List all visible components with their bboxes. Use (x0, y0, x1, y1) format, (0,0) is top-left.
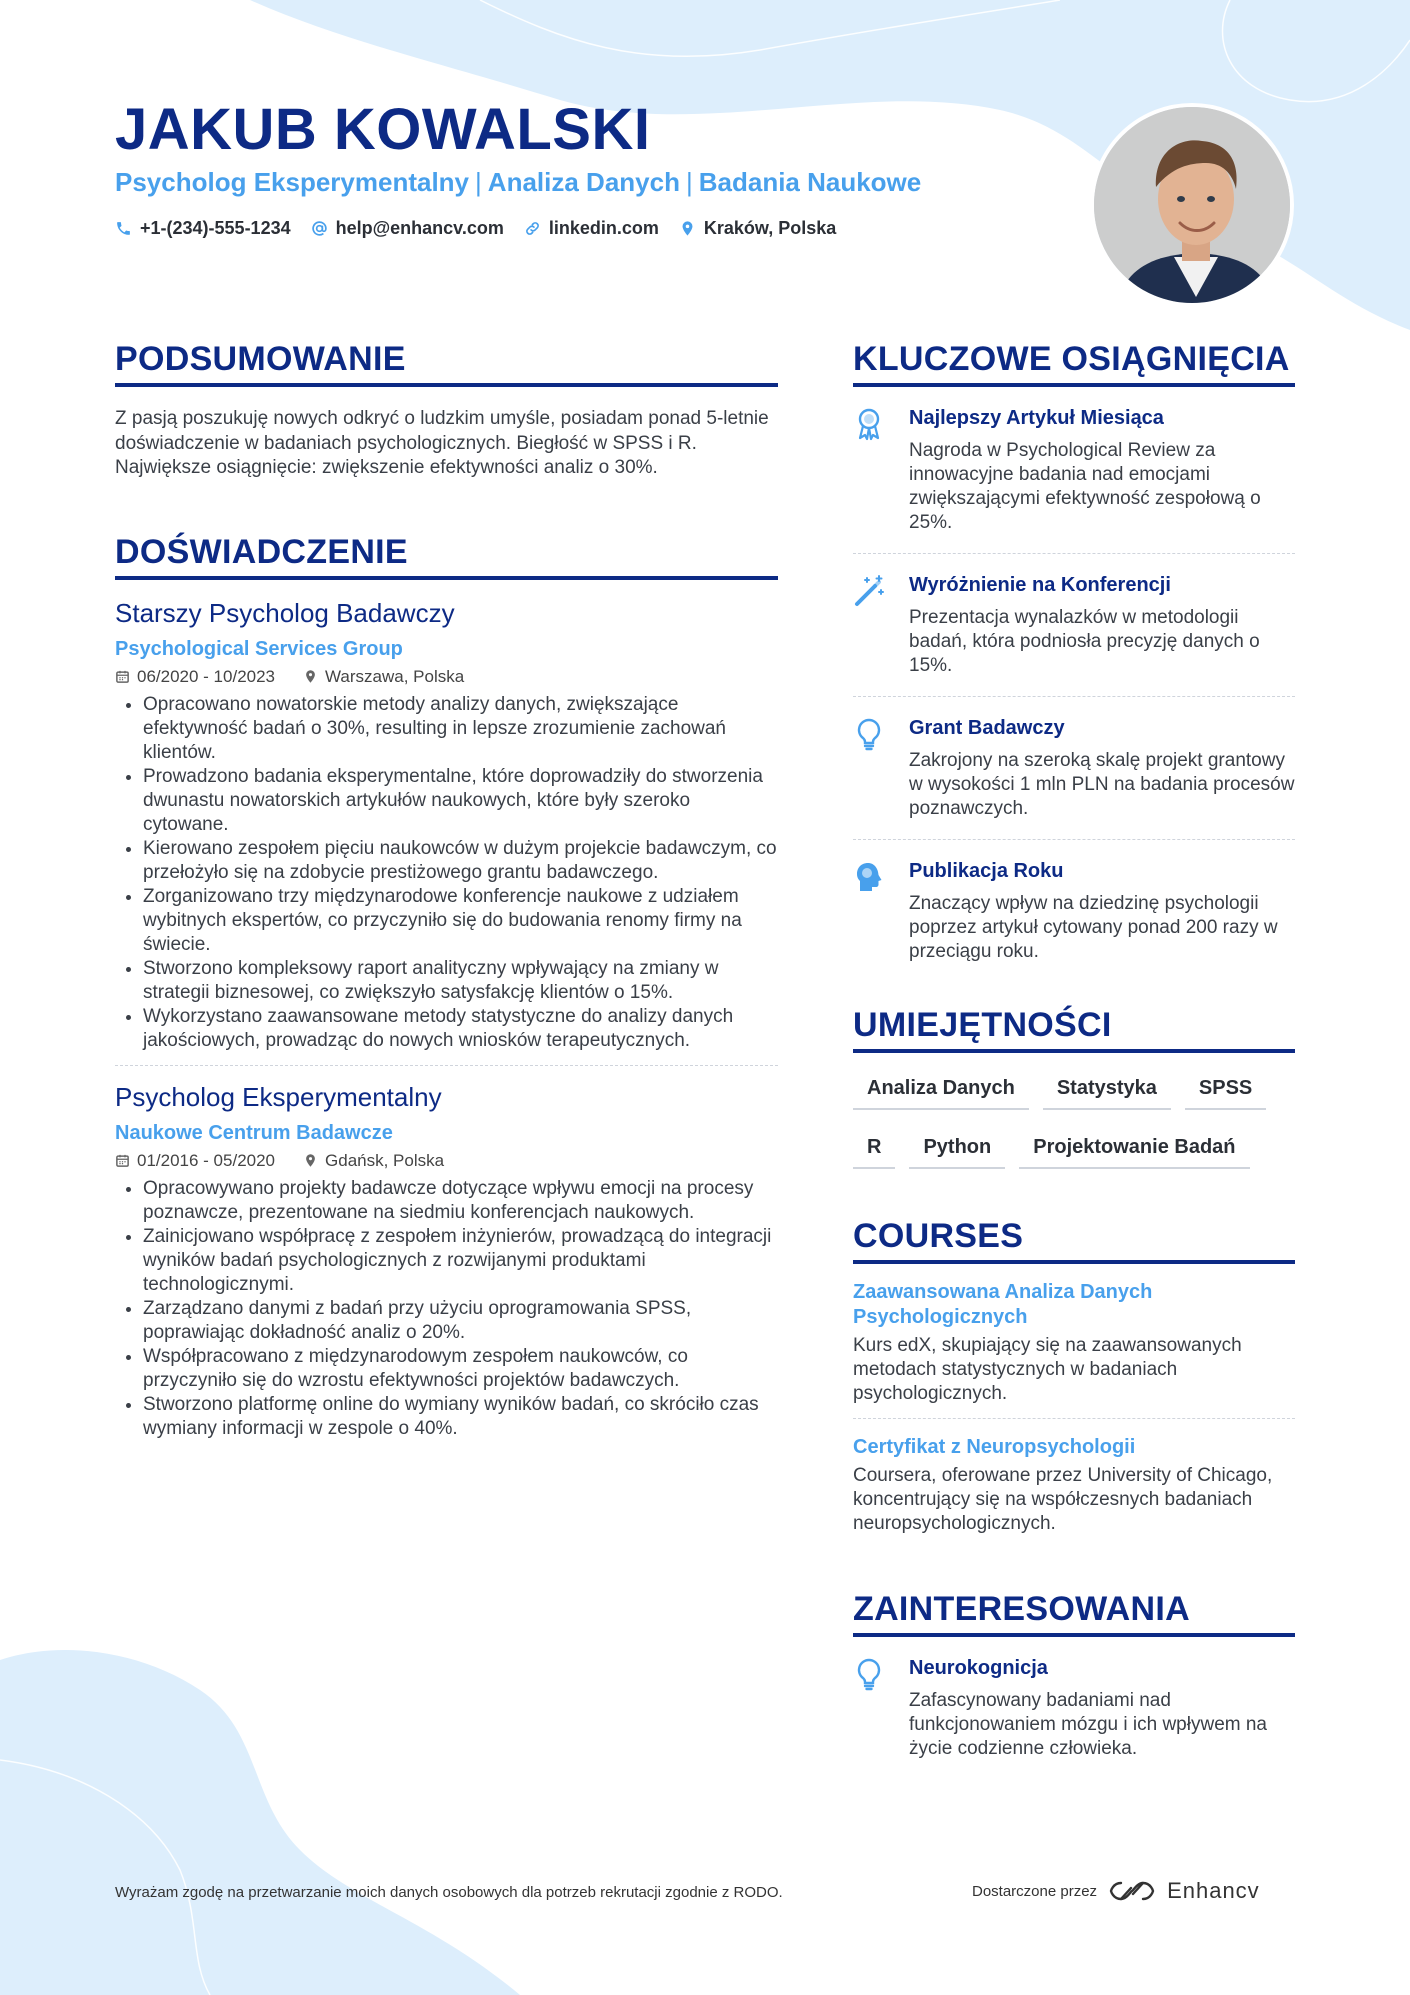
contact-linkedin[interactable] (524, 218, 659, 239)
skill-tag: SPSS (1185, 1073, 1266, 1110)
company-name: Psychological Services Group (115, 637, 403, 660)
email-text: help@enhancv.com (335, 218, 504, 238)
candidate-name: JAKUB KOWALSKI (115, 97, 651, 162)
brand-name: Enhancv (1167, 1878, 1260, 1903)
skill-tag: R (853, 1132, 895, 1169)
headline-part: Psycholog Eksperymentalny (115, 167, 470, 197)
section-title-achievements: KLUCZOWE OSIĄGNIĘCIA (853, 340, 1295, 387)
entry-divider (853, 1418, 1295, 1419)
achievement-title: Grant Badawczy (909, 717, 1065, 739)
headline-part: Analiza Danych (487, 167, 680, 197)
course-description: Coursera, oferowane przez University of Chicago, koncentrujący się na współczesnych badaniach neuropsychologicznych. (853, 1465, 1273, 1534)
summary-text: Z pasją poszukuję nowych odkryć o ludzkim umyśle, posiadam ponad 5-letnie doświadczenie w badaniach psychologicznych. Biegłość w SPSS i R. Największe osiągnięcie: zwiększenie efektywności analiz o 30%. (115, 408, 769, 478)
bullet-item: • Współpracowano z międzynarodowym zespołem naukowców, co przyczyniło się do wzrostu efektywności projektów badawczych. (143, 1345, 778, 1393)
achievement-title: Wyróżnienie na Konferencji (909, 574, 1171, 596)
head-brain-icon (853, 860, 885, 894)
location-text: Gdańsk, Polska (325, 1150, 445, 1170)
achievement-item (853, 568, 1295, 697)
location-text: Kraków, Polska (703, 218, 837, 238)
gdpr-consent: Wyrażam zgodę na przetwarzanie moich danych osobowych dla potrzeb rekrutacji zgodnie z RODO. (115, 1884, 783, 1901)
achievement-description: Nagroda w Psychological Review za innowacyjne badania nad emocjami zwiększającymi efektywność zespołową o 25%. (909, 440, 1261, 533)
bullet-item: • Stworzono kompleksowy raport analityczny wpływający na zmiany w strategii biznesowej, co zwiększyło satysfakcję klientów o 15%. (143, 957, 778, 1005)
course-title: Zaawansowana Analiza Danych Psychologicznych (853, 1281, 1153, 1328)
at-icon (311, 220, 328, 237)
powered-by[interactable] (972, 1878, 1260, 1904)
interest-item (853, 1651, 1295, 1779)
interest-description: Zafascynowany badaniami nad funkcjonowaniem mózgu i ich wpływem na życie codzienne człowieka. (909, 1690, 1267, 1759)
section-title-courses: COURSES (853, 1217, 1295, 1264)
headline-separator: | (685, 167, 693, 197)
skills-list (853, 1073, 1295, 1169)
person-portrait-icon (1094, 107, 1294, 307)
headline-part: Badania Naukowe (698, 167, 922, 197)
headline-separator: | (475, 167, 482, 197)
bullet-item: • Stworzono platformę online do wymiany wyników badań, co skróciło czas wymiany informacji w zespole o 40%. (143, 1393, 778, 1441)
achievement-item (853, 711, 1295, 840)
calendar-icon (115, 669, 130, 684)
dates-text: 01/2016 - 05/2020 (137, 1150, 276, 1170)
phone-icon (115, 220, 132, 237)
right-column (853, 340, 1295, 1793)
bullet-item: • Opracowywano projekty badawcze dotyczące wpływu emocji na procesy poznawcze, prezentowane na siedmiu konferencjach naukowych. (143, 1177, 778, 1225)
section-title-skills: UMIEJĘTNOŚCI (853, 1006, 1295, 1053)
interest-title: Neurokognicja (909, 1657, 1048, 1679)
job-meta (115, 1151, 778, 1171)
entry-divider (115, 1065, 778, 1066)
achievement-description: Prezentacja wynalazków w metodologii badań, która podniosła precyzję danych o 15%. (909, 607, 1260, 676)
achievement-description: Zakrojony na szeroką skalę projekt grantowy w wysokości 1 mln PLN na badania procesów poznawczych. (909, 750, 1295, 819)
dates-text: 06/2020 - 10/2023 (137, 666, 276, 686)
left-column (115, 340, 778, 1441)
map-pin-icon (303, 1153, 318, 1168)
contact-phone[interactable] (115, 218, 291, 239)
course-description: Kurs edX, skupiający się na zaawansowanych metodach statystycznych w badaniach psychologicznych. (853, 1335, 1242, 1404)
course-item (853, 1280, 1295, 1419)
award-ribbon-icon (853, 407, 885, 441)
job-bullets (115, 1177, 778, 1441)
achievements-list (853, 401, 1295, 982)
link-icon (524, 220, 541, 237)
section-title-summary: PODSUMOWANIE (115, 340, 778, 387)
map-pin-icon (303, 669, 318, 684)
skill-tag: Projektowanie Badań (1019, 1132, 1249, 1169)
achievement-item (853, 401, 1295, 554)
job-dates (115, 1151, 275, 1171)
job-title: Psycholog Eksperymentalny (115, 1081, 442, 1112)
section-title-experience: DOŚWIADCZENIE (115, 533, 778, 580)
magic-wand-icon (853, 574, 885, 608)
bullet-item: • Zainicjowano współpracę z zespołem inżynierów, prowadzącą do integracji wyników badań psychologicznych z rozwijanymi produktami technologicznymi. (143, 1225, 778, 1297)
bullet-item: • Wykorzystano zaawansowane metody statystyczne do analizy danych jakościowych, prowadząc do nowych wniosków terapeutycznych. (143, 1005, 778, 1053)
experience-entry (115, 598, 778, 1053)
experience-entry (115, 1082, 778, 1441)
contact-email[interactable] (311, 218, 504, 239)
lightbulb-icon (853, 1657, 885, 1691)
company-name: Naukowe Centrum Badawcze (115, 1121, 393, 1144)
achievement-title: Najlepszy Artykuł Miesiąca (909, 407, 1164, 429)
bullet-item: • Kierowano zespołem pięciu naukowców w dużym projekcie badawczym, co przełożyło się na zdobycie prestiżowego grantu badawczego. (143, 837, 778, 885)
contact-location (679, 218, 836, 239)
skill-tag: Analiza Danych (853, 1073, 1029, 1110)
achievement-title: Publikacja Roku (909, 860, 1064, 882)
job-meta (115, 667, 778, 687)
lightbulb-icon (853, 717, 885, 751)
profile-photo (1090, 103, 1294, 307)
section-title-interests: ZAINTERESOWANIA (853, 1590, 1295, 1637)
job-dates (115, 667, 275, 687)
job-location (303, 667, 464, 687)
map-pin-icon (679, 220, 696, 237)
bullet-item: • Opracowano nowatorskie metody analizy danych, zwiększające efektywność badań o 30%, resulting in lepsze zrozumienie zachowań klientów. (143, 693, 778, 765)
location-text: Warszawa, Polska (325, 666, 465, 686)
job-bullets (115, 693, 778, 1053)
bullet-item: • Prowadzono badania eksperymentalne, które doprowadziły do stworzenia dwunastu nowatorskich artykułów naukowych, które były szeroko cytowane. (143, 765, 778, 837)
contact-bar (115, 218, 836, 239)
linkedin-text: linkedin.com (548, 218, 659, 238)
achievement-description: Znaczący wpływ na dziedzinę psychologii poprzez artykuł cytowany ponad 200 razy w przeciągu roku. (909, 893, 1278, 962)
calendar-icon (115, 1153, 130, 1168)
bullet-item: • Zorganizowano trzy międzynarodowe konferencje naukowe z udziałem wybitnych ekspertów, co przyczyniło się do budowania renomy firmy na świecie. (143, 885, 778, 957)
course-title: Certyfikat z Neuropsychologii (853, 1436, 1136, 1458)
powered-by-label: Dostarczone przez (972, 1882, 1098, 1900)
enhancv-logo-icon (1109, 1878, 1155, 1904)
skill-tag: Statystyka (1043, 1073, 1171, 1110)
job-location (303, 1151, 444, 1171)
headline (115, 167, 921, 198)
achievement-item (853, 854, 1295, 982)
bullet-item: • Zarządzano danymi z badań przy użyciu oprogramowania SPSS, poprawiając dokładność analiz o 20%. (143, 1297, 778, 1345)
phone-text: +1-(234)-555-1234 (140, 218, 291, 238)
course-item (853, 1435, 1295, 1536)
job-title: Starszy Psycholog Badawczy (115, 597, 455, 628)
interests-list (853, 1651, 1295, 1779)
skill-tag: Python (909, 1132, 1005, 1169)
